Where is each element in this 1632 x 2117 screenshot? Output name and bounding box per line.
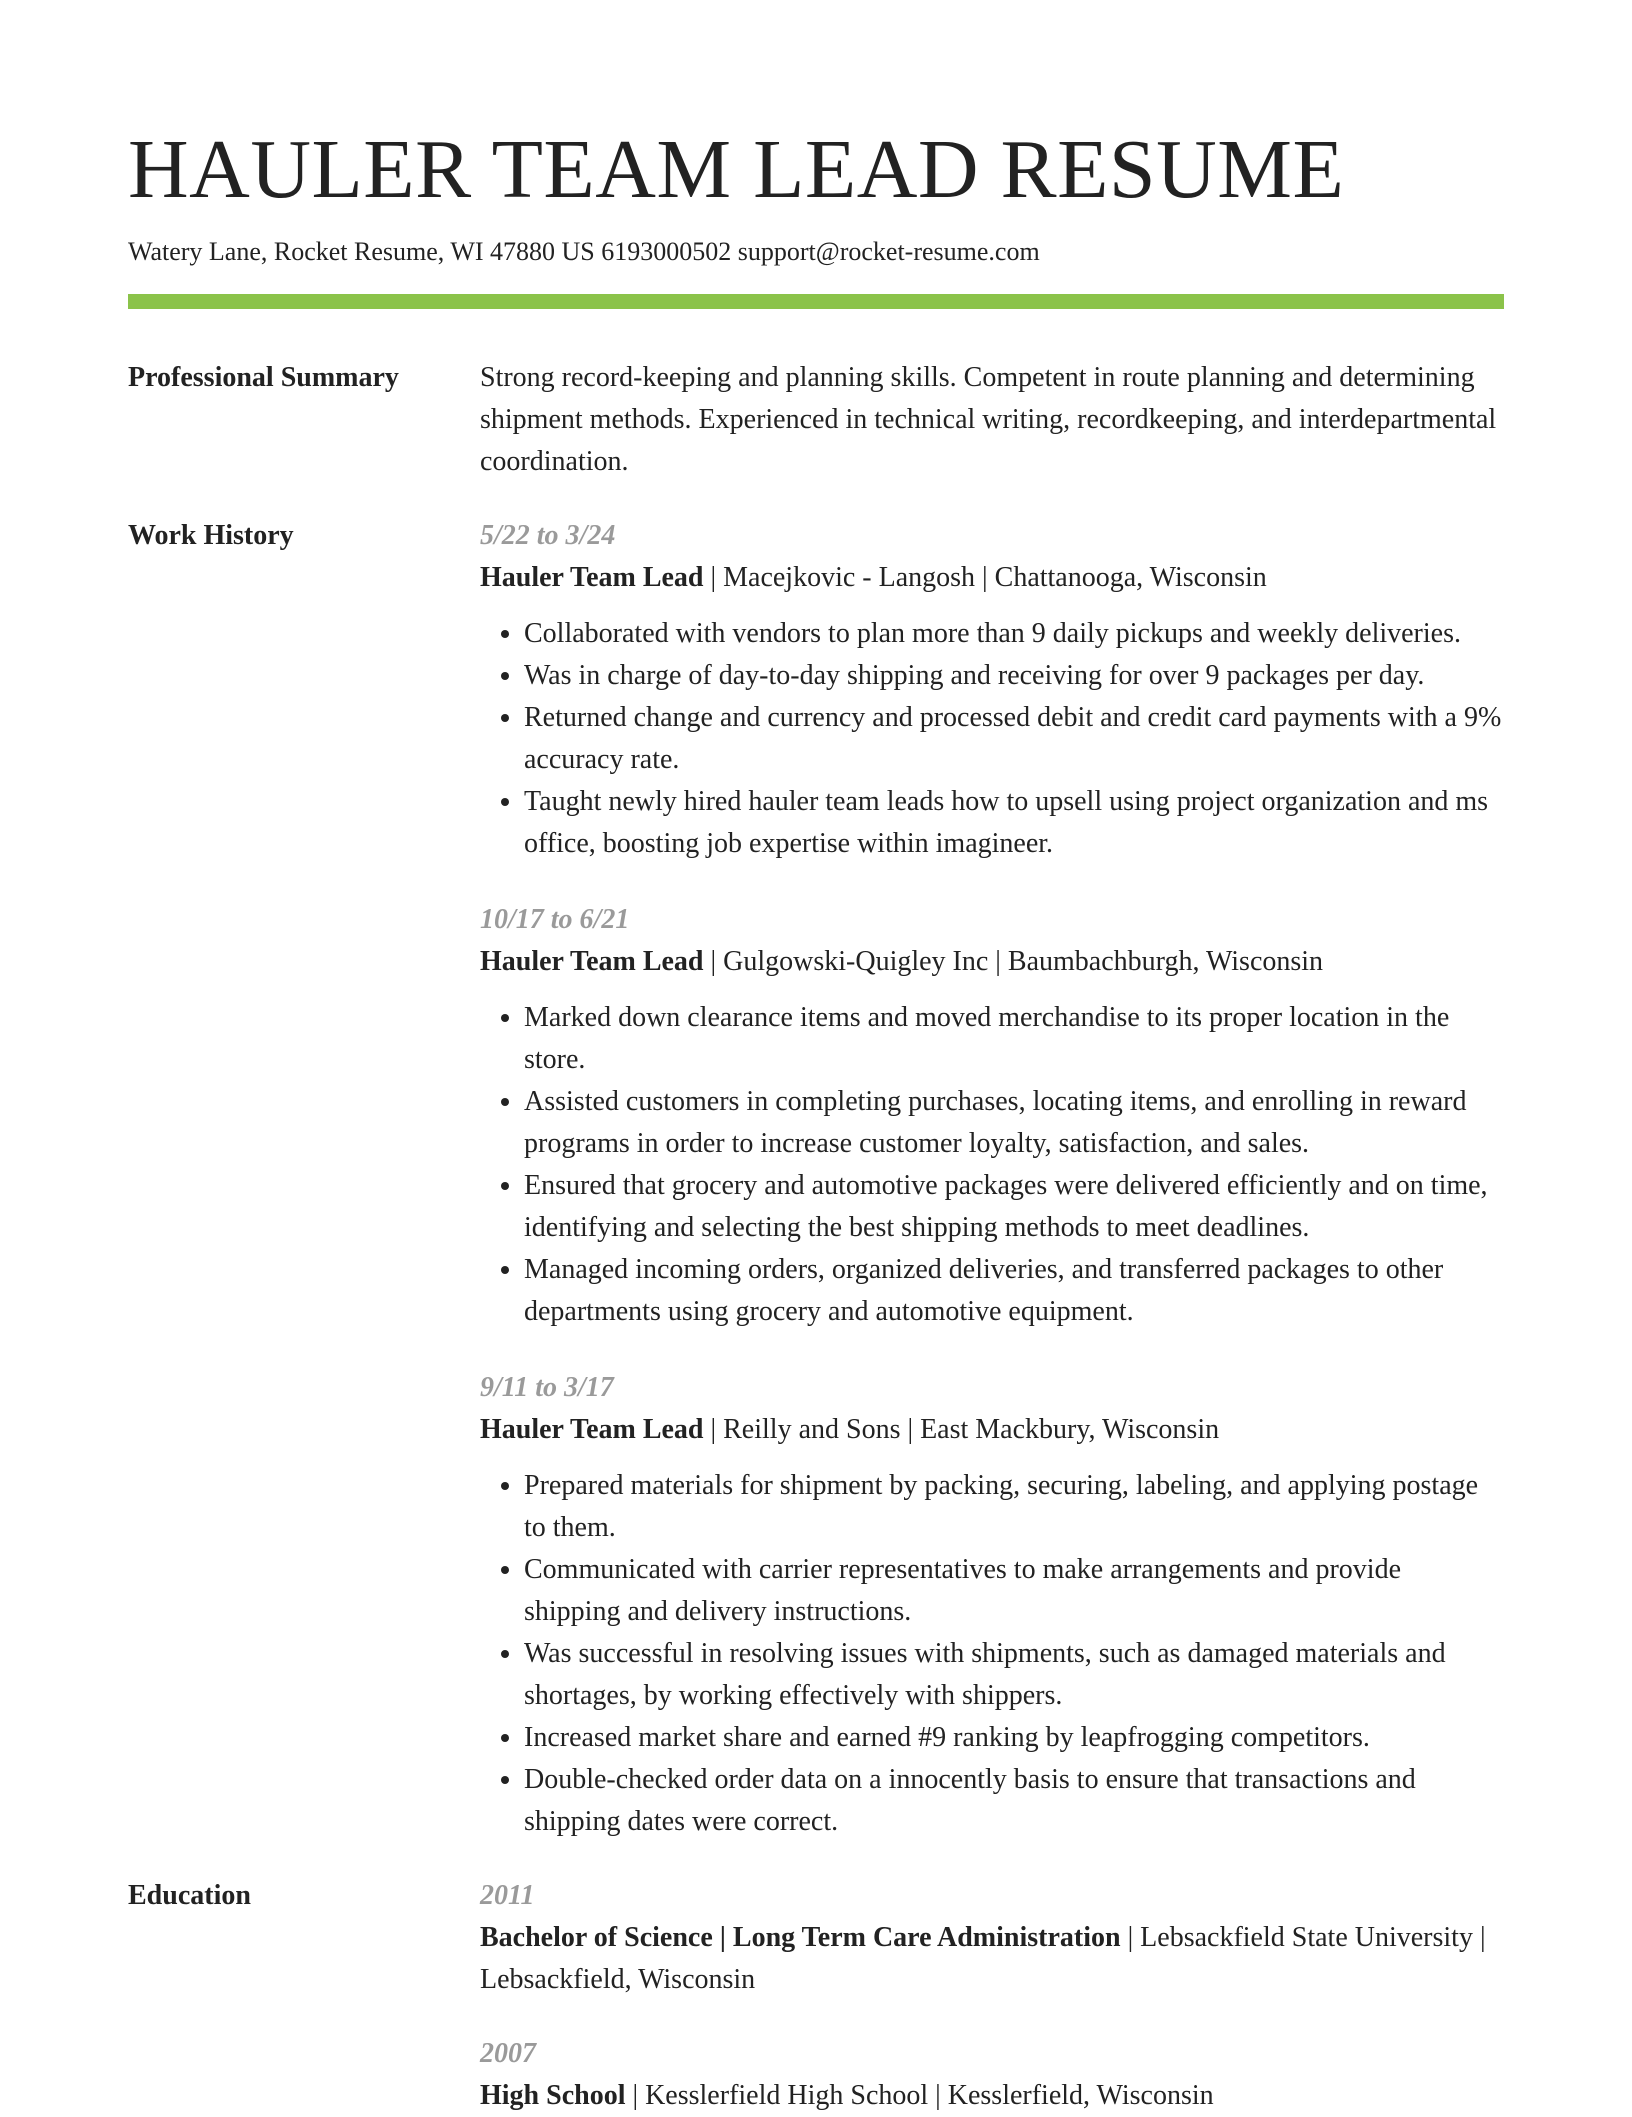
job-bullets (480, 1465, 1504, 1843)
section-label-education: Education (128, 1880, 251, 1911)
job-entry (480, 515, 1504, 865)
job-details: | Reilly and Sons | East Mackbury, Wisconsin (703, 1414, 1220, 1445)
job-bullet: • Assisted customers in completing purchases, locating items, and enrolling in reward programs in order to increase customer loyalty, satisfaction, and sales. (524, 1081, 1504, 1165)
job-bullet: • Taught newly hired hauler team leads how to upsell using project organization and ms office, boosting job expertise within imagineer. (524, 781, 1504, 865)
education-details: | Lebsackfield State University | Lebsackfield, Wisconsin (480, 1922, 1486, 1995)
job-details: | Gulgowski-Quigley Inc | Baumbachburgh, Wisconsin (703, 946, 1324, 977)
contact-info: Watery Lane, Rocket Resume, WI 47880 US 6193000502 support@rocket-resume.com (128, 237, 1040, 266)
job-dates: 5/22 to 3/24 (480, 520, 616, 551)
job-bullets (480, 997, 1504, 1333)
job-bullet: • Ensured that grocery and automotive packages were delivered efficiently and on time, identifying and selecting the best shipping methods to meet deadlines. (524, 1165, 1504, 1249)
job-heading (480, 1409, 1504, 1451)
job-bullet: • Communicated with carrier representatives to make arrangements and provide shipping and delivery instructions. (524, 1549, 1504, 1633)
job-title: Hauler Team Lead (480, 946, 704, 977)
job-bullet: • Managed incoming orders, organized deliveries, and transferred packages to other departments using grocery and automotive equipment. (524, 1249, 1504, 1333)
section-body-education (480, 1875, 1504, 2117)
resume-title: HAULER TEAM LEAD RESUME (128, 123, 1345, 216)
section-label-summary: Professional Summary (128, 362, 399, 393)
education-entry (480, 2033, 1504, 2117)
job-dates: 9/11 to 3/17 (480, 1372, 614, 1403)
job-dates: 10/17 to 6/21 (480, 904, 630, 935)
education-heading (480, 1917, 1504, 2001)
education-year: 2007 (480, 2038, 536, 2069)
job-bullet: • Marked down clearance items and moved merchandise to its proper location in the store. (524, 997, 1504, 1081)
education-heading (480, 2075, 1504, 2117)
section-work-history (128, 515, 1504, 1843)
education-entry (480, 1875, 1504, 2001)
education-details: | Kesslerfield High School | Kesslerfield, Wisconsin (625, 2080, 1214, 2111)
job-bullet: • Double-checked order data on a innocently basis to ensure that transactions and shipping dates were correct. (524, 1759, 1504, 1843)
section-body-summary (480, 357, 1504, 483)
education-degree: Bachelor of Science | Long Term Care Administration (480, 1922, 1121, 1953)
section-education (128, 1875, 1504, 2117)
resume-page (128, 118, 1504, 2117)
education-year: 2011 (480, 1880, 535, 1911)
job-heading (480, 941, 1504, 983)
job-title: Hauler Team Lead (480, 1414, 704, 1445)
education-degree: High School (480, 2080, 626, 2111)
job-entry (480, 1367, 1504, 1843)
job-entry (480, 899, 1504, 1333)
section-professional-summary (128, 357, 1504, 483)
section-body-work (480, 515, 1504, 1843)
summary-text: Strong record-keeping and planning skills. Competent in route planning and determining shipment methods. Experienced in technical writing, recordkeeping, and interdepartmental coordination. (480, 362, 1497, 477)
job-bullet: • Prepared materials for shipment by packing, securing, labeling, and applying postage to them. (524, 1465, 1504, 1549)
job-title: Hauler Team Lead (480, 562, 704, 593)
job-bullet: • Was successful in resolving issues with shipments, such as damaged materials and shortages, by working effectively with shippers. (524, 1633, 1504, 1717)
job-details: | Macejkovic - Langosh | Chattanooga, Wisconsin (703, 562, 1267, 593)
section-label-work: Work History (128, 520, 294, 551)
job-bullet: • Increased market share and earned #9 ranking by leapfrogging competitors. (524, 1717, 1504, 1759)
job-bullet: • Was in charge of day-to-day shipping and receiving for over 9 packages per day. (524, 655, 1504, 697)
job-bullet: • Returned change and currency and processed debit and credit card payments with a 9% accuracy rate. (524, 697, 1504, 781)
job-bullets (480, 613, 1504, 865)
job-heading (480, 557, 1504, 599)
header-divider (128, 294, 1504, 309)
job-bullet: • Collaborated with vendors to plan more than 9 daily pickups and weekly deliveries. (524, 613, 1504, 655)
